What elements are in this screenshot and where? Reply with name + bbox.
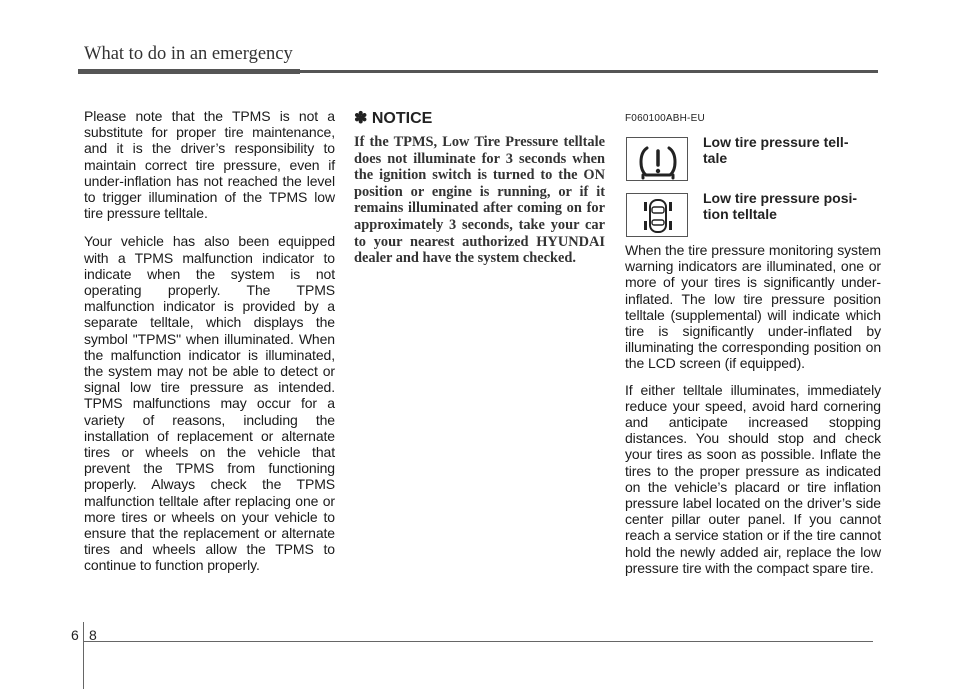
header-rule xyxy=(78,70,878,73)
section-code: F060100ABH-EU xyxy=(625,113,705,124)
page-number: 8 xyxy=(89,627,97,643)
telltale-tire-position xyxy=(625,186,881,240)
page-header-title: What to do in an emergency xyxy=(84,44,293,64)
notice-body: If the TPMS, Low Tire Pressure telltale does not illuminate for 3 seconds when the ignition switch is turned to the ON position or engine is running, or if it remains illuminated after coming on for approximately 3 seconds, take your car to your nearest authorized HYUNDAI dealer and have the system checked. xyxy=(354,134,605,267)
chapter-number: 6 xyxy=(71,627,79,643)
notice-heading: ✽ NOTICE xyxy=(354,110,433,127)
tire-position-icon xyxy=(626,193,688,237)
low-tire-pressure-icon xyxy=(626,137,688,181)
column-2 xyxy=(354,108,605,267)
telltale-tire-position-label: Low tire pressure posi- tion telltale xyxy=(703,190,858,222)
paragraph-tpms-malfunction: Your vehicle has also been equipped with a TPMS malfunction indicator to indicate when the system is not operating properly. The TPMS malfunction indicator is provided by a separate telltale, which displays the symbol "TPMS" when illuminated. When the malfunction indicator is illuminated, the system may not be able to detect or signal low tire pressure as intended. TPMS malfunctions may occur for a variety of reasons, including the installation of replacement or alternate tires or wheels on the vehicle that prevent the TPMS from functioning properly. Always check the TPMS malfunction telltale after replacing one or more tires or wheels on your vehicle to ensure that the replacement or alternate tires and wheels allow the TPMS to continue to function properly. xyxy=(84,233,335,574)
column-1 xyxy=(84,108,335,586)
paragraph-telltale-illuminates: If either telltale illuminates, immediately reduce your speed, avoid hard cornering and anticipate increased stopping distances. You should stop and check your tires as soon as possible. Inflate the tires to the proper pressure as indicated on the vehicle’s placard or tire inflation pressure label located on the driver’s side center pillar outer panel. If you cannot reach a service station or if the tire cannot hold the newly added air, replace the low pressure tire with the compact spare tire. xyxy=(625,381,881,576)
telltale-low-tire-pressure-label: Low tire pressure tell- tale xyxy=(703,134,849,166)
footer-horizontal-rule xyxy=(83,641,873,642)
paragraph-tpms-not-substitute: Please note that the TPMS is not a substitute for proper tire maintenance, and it is the driver’s responsibility to maintain correct tire pressure, even if under-inflation has not reached the level to trigger illumination of the TPMS low tire pressure telltale. xyxy=(84,108,335,222)
telltale-low-tire-pressure xyxy=(625,130,881,184)
header-rule-accent xyxy=(78,69,300,74)
paragraph-warning-indicators: When the tire pressure monitoring system warning indicators are illuminated, one or more of your tires is significantly under-inflated. The low tire pressure position telltale (supplemental) will indicate which tire is significantly under-inflated by illuminating the corresponding position on the LCD screen (if equipped). xyxy=(625,242,881,372)
footer-vertical-rule xyxy=(83,622,84,689)
column-3 xyxy=(625,108,881,586)
